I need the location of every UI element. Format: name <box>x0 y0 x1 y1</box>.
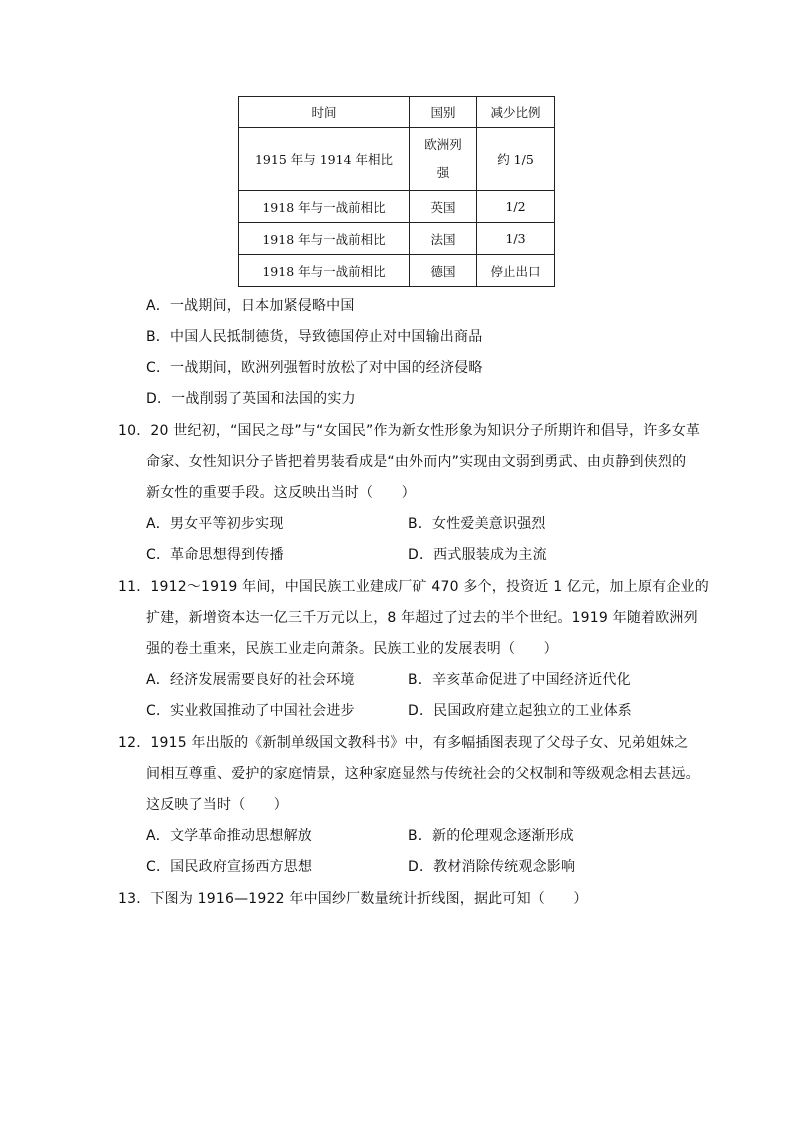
table-row <box>239 128 555 191</box>
table-row <box>239 223 555 255</box>
cell-country <box>410 128 477 191</box>
q11-stem-line-3: 强的卷土重来，民族工业走向萧条。民族工业的发展表明（ ） <box>146 641 558 657</box>
cell-time: 1918 年与一战前相比 <box>239 223 410 255</box>
q11-option-d: D．民国政府建立起独立的工业体系 <box>408 703 632 719</box>
cell-time: 1915 年与 1914 年相比 <box>239 128 410 191</box>
table-row <box>239 255 555 287</box>
q13-stem: 13．下图为 1916—1922 年中国纱厂数量统计折线图，据此可知（ ） <box>118 891 588 907</box>
q10-option-d: D．西式服装成为主流 <box>408 547 547 563</box>
q11-option-b: B．辛亥革命促进了中国经济近代化 <box>408 672 631 688</box>
q10-stem-line-2: 命家、女性知识分子皆把着男装看成是“由外而内”实现由文弱到勇武、由贞静到侠烈的 <box>146 454 687 470</box>
q11-option-a: A．经济发展需要良好的社会环境 <box>146 672 355 688</box>
header-country: 国别 <box>410 97 477 128</box>
q12-option-d: D．教材消除传统观念影响 <box>408 859 576 875</box>
header-ratio: 减少比例 <box>477 97 555 128</box>
cell-ratio: 1/3 <box>477 223 555 255</box>
q9-option-b: B．中国人民抵制德货，导致德国停止对中国输出商品 <box>146 329 483 345</box>
q10-option-a: A．男女平等初步实现 <box>146 516 284 532</box>
q12-option-c: C．国民政府宣扬西方思想 <box>146 859 313 875</box>
q10-stem-line-1: 10．20 世纪初，“国民之母”与“女国民”作为新女性形象为知识分子所期许和倡导，许多女革 <box>118 423 701 439</box>
cell-country: 法国 <box>410 223 477 255</box>
table-row <box>239 191 555 223</box>
cell-country: 英国 <box>410 191 477 223</box>
q11-stem-line-2: 扩建，新增资本达一亿三千万元以上，8 年超过了过去的半个世纪。1919 年随着欧洲列 <box>146 610 698 626</box>
q10-option-b: B．女性爱美意识强烈 <box>408 516 546 532</box>
q10-stem-line-3: 新女性的重要手段。这反映出当时（ ） <box>146 485 416 501</box>
q11-option-c: C．实业救国推动了中国社会进步 <box>146 703 355 719</box>
q12-option-b: B．新的伦理观念逐渐形成 <box>408 828 575 844</box>
q12-option-a: A．文学革命推动思想解放 <box>146 828 312 844</box>
q12-stem-line-1: 12．1915 年出版的《新制单级国文教科书》中，有多幅插图表现了父母子女、兄弟姐妹之 <box>118 735 689 751</box>
cell-time: 1918 年与一战前相比 <box>239 191 410 223</box>
cell-country-text: 欧洲列强 <box>424 137 462 180</box>
q11-stem-line-1: 11．1912～1919 年间，中国民族工业建成厂矿 470 多个，投资近 1 亿元，加上原有企业的 <box>118 579 709 595</box>
cell-ratio: 约 1/5 <box>477 128 555 191</box>
header-time: 时间 <box>239 97 410 128</box>
export-reduction-table <box>238 96 555 287</box>
q12-stem-line-2: 间相互尊重、爱护的家庭情景，这种家庭显然与传统社会的父权制和等级观念相去甚远。 <box>146 766 700 782</box>
table-header-row <box>239 97 555 128</box>
q9-option-a: A．一战期间，日本加紧侵略中国 <box>146 298 355 314</box>
q9-option-d: D．一战削弱了英国和法国的实力 <box>146 391 356 407</box>
cell-time: 1918 年与一战前相比 <box>239 255 410 287</box>
cell-ratio: 停止出口 <box>477 255 555 287</box>
q9-option-c: C．一战期间，欧洲列强暂时放松了对中国的经济侵略 <box>146 360 483 376</box>
q10-option-c: C．革命思想得到传播 <box>146 547 284 563</box>
q12-stem-line-3: 这反映了当时（ ） <box>146 797 288 813</box>
cell-country: 德国 <box>410 255 477 287</box>
cell-ratio: 1/2 <box>477 191 555 223</box>
